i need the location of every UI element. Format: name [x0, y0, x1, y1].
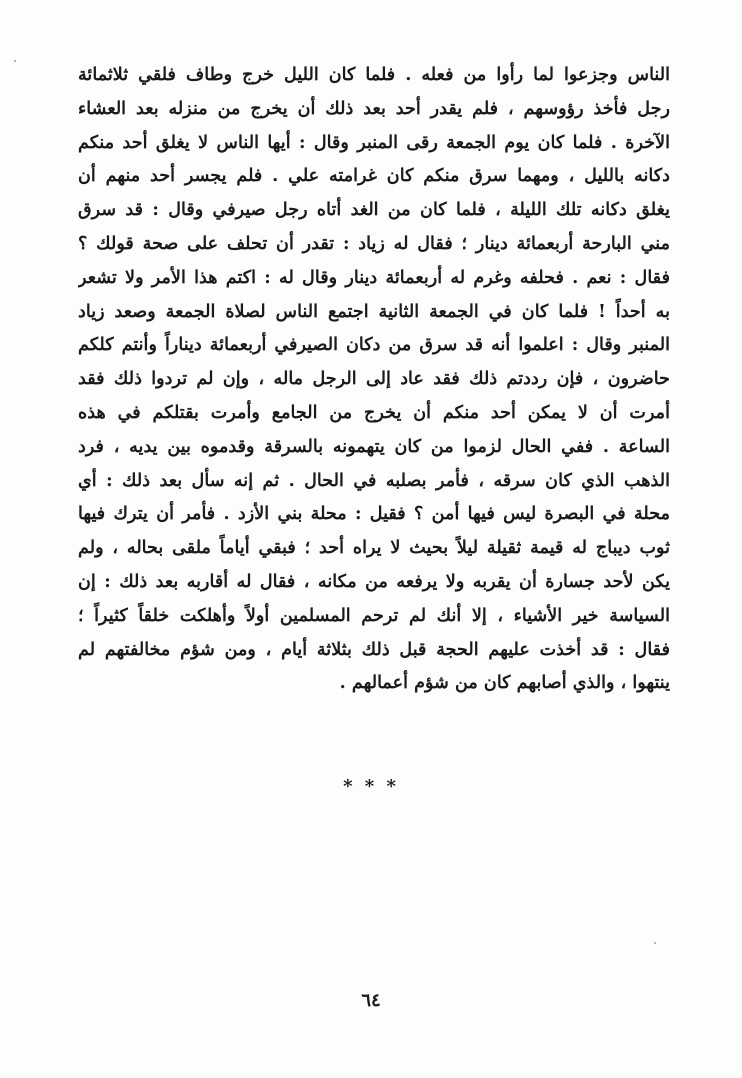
text-line: الساعة . ففي الحال لزموا من كان يتهمونه بالسرقة وقدموه بين يديه ، فرد	[78, 435, 670, 457]
text-line: يكن لأحد جسارة أن يقربه ولا يرفعه من مكانه ، فقال له أقاربه بعد ذلك : إن	[78, 570, 670, 592]
body-text	[78, 58, 670, 700]
text-line: فقال : نعم . فحلفه وغرم له أربعمائة دينار وقال له : اكتم هذا الأمر ولا تشعر	[78, 266, 670, 288]
text-line: ثوب ديباج له قيمة ثقيلة ليلاً بحيث لا يراه أحد ؛ فبقي أياماً ملقى بحاله ، ولم	[78, 537, 670, 559]
scan-speck	[654, 942, 656, 944]
text-line: رجل فأخذ رؤوسهم ، فلم يقدر أحد بعد ذلك أن يخرج من منزله بعد العشاء	[78, 97, 670, 119]
text-line: السياسة خير الأشياء ، إلا أنك لم ترحم المسلمين أولاً وأهلكت خلقاً كثيراً ؛	[78, 604, 670, 626]
text-line: دكانه بالليل ، ومهما سرق منكم كان غرامته علي . فلم يجسر أحد منهم أن	[78, 165, 670, 187]
text-line: الآخرة . فلما كان يوم الجمعة رقى المنبر وقال : أيها الناس لا يغلق أحد منكم	[78, 131, 670, 153]
text-line: المنبر وقال : اعلموا أنه قد سرق من دكان الصيرفي أربعمائة ديناراً وأنتم كلكم	[78, 334, 670, 356]
page-number: ٦٤	[361, 990, 381, 1011]
text-line: أمرت أن لا يمكن أحد منكم أن يخرج من الجامع وأمرت بقتلكم في هذه	[78, 401, 670, 423]
text-line: مني البارحة أربعمائة دينار ؛ فقال له زياد : تقدر أن تحلف على صحة قولك ؟	[78, 232, 670, 254]
text-line: حاضرون ، فإن رددتم ذلك فقد عاد إلى الرجل ماله ، وإن لم تردوا ذلك فقد	[78, 368, 670, 390]
text-line: ينتهوا ، والذي أصابهم كان من شؤم أعمالهم .	[339, 672, 670, 694]
scan-speck	[14, 60, 16, 62]
text-line: يغلق دكانه تلك الليلة ، فلما كان من الغد أتاه رجل صيرفي وقال : قد سرق	[78, 199, 670, 221]
text-line: الناس وجزعوا لما رأوا من فعله . فلما كان الليل خرج وطاف فلقي ثلاثمائة	[78, 64, 670, 85]
text-line: به أحداً ! فلما كان في الجمعة الثانية اجتمع الناس لصلاة الجمعة وصعد زياد	[78, 300, 670, 322]
text-line: فقال : قد أخذت عليهم الحجة قبل ذلك بثلاثة أيام ، ومن شؤم مخالفتهم لم	[78, 638, 670, 660]
text-line: محلة في البصرة ليس فيها أمن ؟ فقيل : محلة بني الأزد . فأمر أن يترك فيها	[78, 503, 670, 525]
text-line: الذهب الذي كان سرقه ، فأمر بصلبه في الحال . ثم إنه سأل بعد ذلك : أي	[78, 469, 670, 491]
section-divider: * * *	[343, 776, 399, 797]
